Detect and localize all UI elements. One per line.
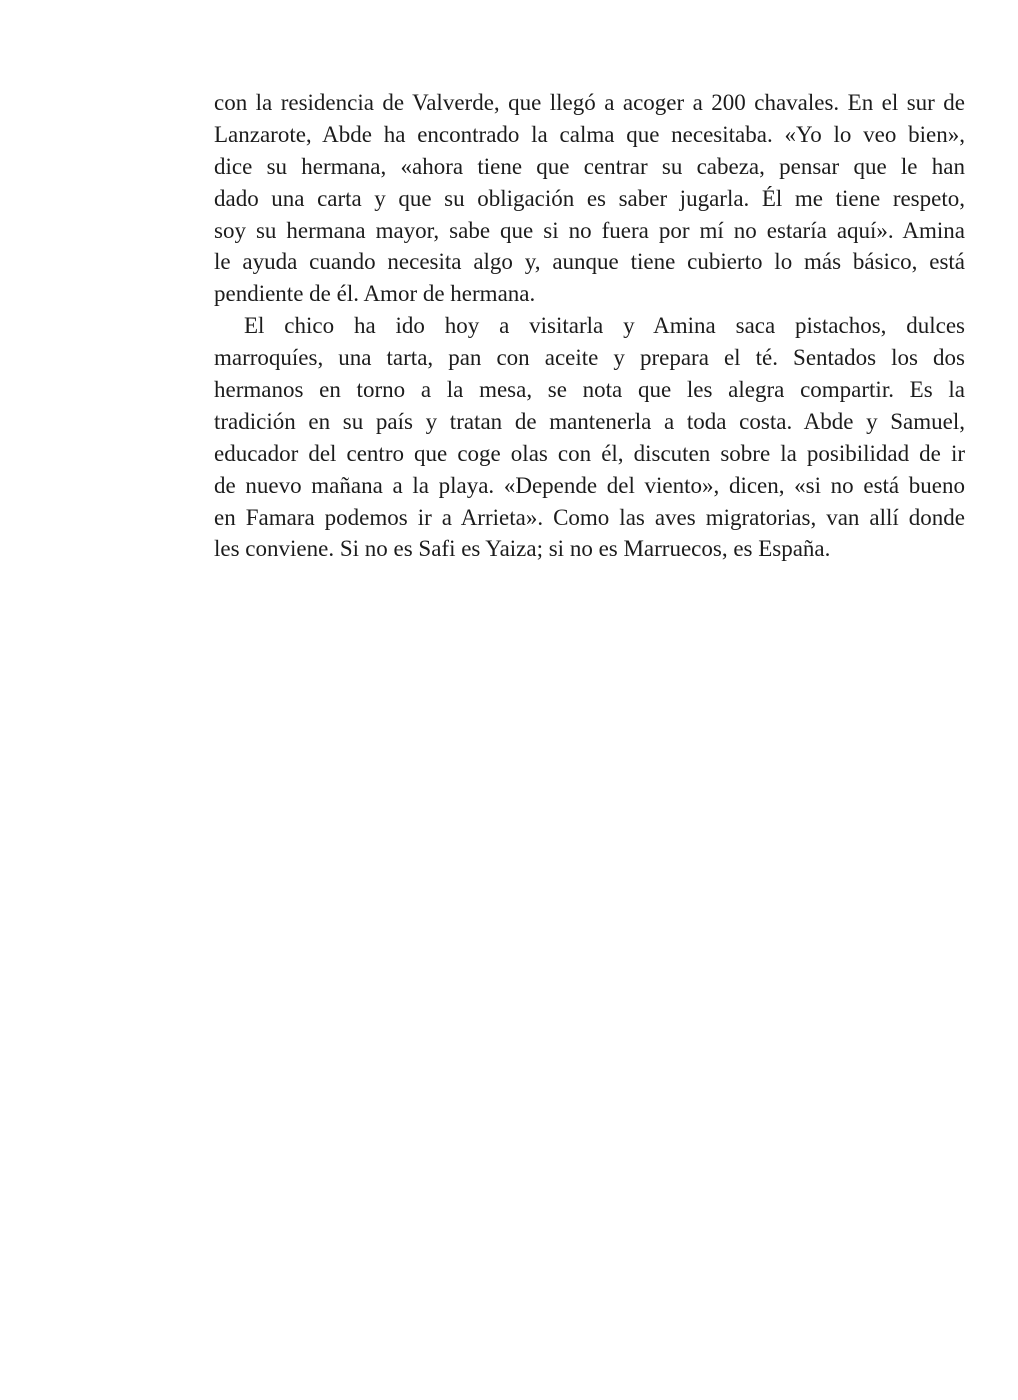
paragraph-1 xyxy=(214,87,965,310)
text-line: soy su hermana mayor, sabe que si no fuera por mí no estaría aquí». Amina xyxy=(214,217,965,243)
body-text xyxy=(214,87,965,565)
text-line: educador del centro que coge olas con él, discuten sobre la posibilidad de ir xyxy=(214,440,965,466)
text-line: le ayuda cuando necesita algo y, aunque tiene cubierto lo más básico, está xyxy=(214,249,965,275)
text-line: dado una carta y que su obligación es saber jugarla. Él me tiene respeto, xyxy=(214,185,965,211)
paragraph-2 xyxy=(214,310,965,565)
text-line: pendiente de él. Amor de hermana. xyxy=(214,281,536,307)
text-line: Lanzarote, Abde ha encontrado la calma que necesitaba. «Yo lo veo bien», xyxy=(214,121,965,147)
text-line: tradición en su país y tratan de mantenerla a toda costa. Abde y Samuel, xyxy=(214,408,965,434)
text-line: con la residencia de Valverde, que llegó a acoger a 200 chavales. En el sur de xyxy=(214,90,965,115)
text-line: El chico ha ido hoy a visitarla y Amina saca pistachos, dulces xyxy=(244,313,965,339)
text-line: de nuevo mañana a la playa. «Depende del viento», dicen, «si no está bueno xyxy=(214,472,965,498)
text-line: hermanos en torno a la mesa, se nota que les alegra compartir. Es la xyxy=(214,377,965,403)
text-line: en Famara podemos ir a Arrieta». Como las aves migratorias, van allí donde xyxy=(214,504,965,530)
text-line: marroquíes, una tarta, pan con aceite y prepara el té. Sentados los dos xyxy=(214,345,965,371)
text-line: dice su hermana, «ahora tiene que centrar su cabeza, pensar que le han xyxy=(214,153,965,179)
text-line: les conviene. Si no es Safi es Yaiza; si no es Marruecos, es España. xyxy=(214,536,831,562)
